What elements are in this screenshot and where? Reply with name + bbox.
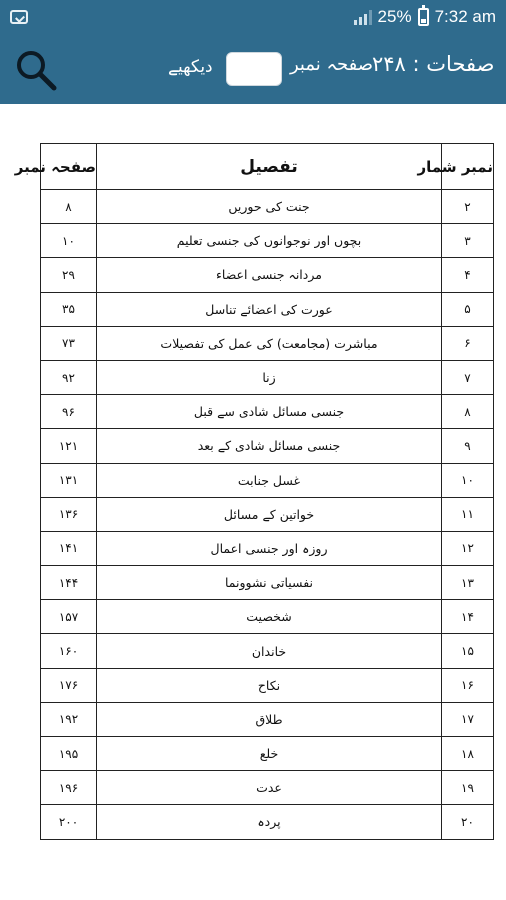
serial-cell: ۹ xyxy=(442,429,494,463)
serial-cell: ۸ xyxy=(442,395,494,429)
table-row[interactable] xyxy=(41,566,494,600)
page-number-cell: ۹۲ xyxy=(41,360,97,394)
clock: 7:32 am xyxy=(434,7,496,26)
table-row[interactable] xyxy=(41,771,494,805)
page-number-cell: ۲۰۰ xyxy=(41,805,97,839)
detail-cell: جنسی مسائل شادی کے بعد xyxy=(97,429,442,463)
table-of-contents xyxy=(14,143,494,840)
page-number-cell: ۱۳۱ xyxy=(41,463,97,497)
page-number-cell: ۱۶۰ xyxy=(41,634,97,668)
serial-cell: ۱۹ xyxy=(442,771,494,805)
total-pages-label: صفحات : ۲۴۸ xyxy=(372,52,495,76)
detail-cell: نفسیاتی نشوونما xyxy=(97,566,442,600)
status-bar xyxy=(0,0,506,34)
page-column-header: صفحہ نمبر xyxy=(41,144,97,190)
detail-cell: مردانہ جنسی اعضاء xyxy=(97,258,442,292)
detail-cell: جنسی مسائل شادی سے قبل xyxy=(97,395,442,429)
app-bar xyxy=(0,34,506,104)
serial-cell: ۱۲ xyxy=(442,531,494,565)
table-row[interactable] xyxy=(41,600,494,634)
serial-column-header: نمبر شمار xyxy=(442,144,494,190)
go-to-page-button[interactable]: دیکھیے xyxy=(168,57,213,77)
detail-cell: خاندان xyxy=(97,634,442,668)
table-header-row xyxy=(41,144,494,190)
page-number-input[interactable] xyxy=(226,52,282,86)
serial-cell: ۱۰ xyxy=(442,463,494,497)
battery-icon xyxy=(418,8,429,26)
page-number-cell: ۹۶ xyxy=(41,395,97,429)
detail-cell: عورت کی اعضائے تناسل xyxy=(97,292,442,326)
table-row[interactable] xyxy=(41,224,494,258)
table-row[interactable] xyxy=(41,702,494,736)
serial-cell: ۲ xyxy=(442,190,494,224)
table-row[interactable] xyxy=(41,395,494,429)
detail-cell: عدت xyxy=(97,771,442,805)
search-icon xyxy=(14,48,58,92)
serial-cell: ۱۸ xyxy=(442,737,494,771)
table-row[interactable] xyxy=(41,668,494,702)
serial-cell: ۱۱ xyxy=(442,497,494,531)
detail-cell: پردہ xyxy=(97,805,442,839)
page-number-cell: ۱۲۱ xyxy=(41,429,97,463)
table-row[interactable] xyxy=(41,429,494,463)
detail-cell: شخصیت xyxy=(97,600,442,634)
page-number-cell: ۲۹ xyxy=(41,258,97,292)
serial-cell: ۱۵ xyxy=(442,634,494,668)
detail-cell: غسل جنابت xyxy=(97,463,442,497)
page-number-cell: ۸ xyxy=(41,190,97,224)
detail-cell: خلع xyxy=(97,737,442,771)
serial-cell: ۴ xyxy=(442,258,494,292)
detail-cell: زنا xyxy=(97,360,442,394)
page-number-cell: ۱۹۵ xyxy=(41,737,97,771)
page-number-cell: ۱۹۲ xyxy=(41,702,97,736)
table-row[interactable] xyxy=(41,531,494,565)
serial-cell: ۱۴ xyxy=(442,600,494,634)
detail-cell: روزہ اور جنسی اعمال xyxy=(97,531,442,565)
serial-cell: ۵ xyxy=(442,292,494,326)
table-row[interactable] xyxy=(41,497,494,531)
battery-percent: 25% xyxy=(377,7,412,26)
serial-cell: ۶ xyxy=(442,326,494,360)
page-number-cell: ۳۵ xyxy=(41,292,97,326)
table-row[interactable] xyxy=(41,326,494,360)
serial-cell: ۱۷ xyxy=(442,702,494,736)
page-number-cell: ۱۷۶ xyxy=(41,668,97,702)
detail-cell: جنت کی حوریں xyxy=(97,190,442,224)
search-button[interactable] xyxy=(14,48,58,92)
serial-cell: ۷ xyxy=(442,360,494,394)
table-row[interactable] xyxy=(41,634,494,668)
table-row[interactable] xyxy=(41,360,494,394)
page-number-cell: ۱۳۶ xyxy=(41,497,97,531)
serial-cell: ۱۶ xyxy=(442,668,494,702)
page-number-label: صفحہ نمبر xyxy=(290,54,374,75)
signal-icon xyxy=(354,9,372,25)
table-row[interactable] xyxy=(41,737,494,771)
table-body xyxy=(41,190,494,840)
serial-cell: ۱۳ xyxy=(442,566,494,600)
serial-cell: ۳ xyxy=(442,224,494,258)
page-number-cell: ۱۴۱ xyxy=(41,531,97,565)
page-number-cell: ۱۹۶ xyxy=(41,771,97,805)
status-bar-right xyxy=(354,7,496,27)
notification-icon xyxy=(10,10,28,24)
detail-cell: مباشرت (مجامعت) کی عمل کی تفصیلات xyxy=(97,326,442,360)
detail-cell: بچوں اور نوجوانوں کی جنسی تعلیم xyxy=(97,224,442,258)
serial-cell: ۲۰ xyxy=(442,805,494,839)
table-row[interactable] xyxy=(41,463,494,497)
page-number-cell: ۷۳ xyxy=(41,326,97,360)
table-row[interactable] xyxy=(41,258,494,292)
detail-cell: خواتین کے مسائل xyxy=(97,497,442,531)
table-row[interactable] xyxy=(41,292,494,326)
table-row[interactable] xyxy=(41,805,494,839)
page-number-cell: ۱۴۴ xyxy=(41,566,97,600)
table-row[interactable] xyxy=(41,190,494,224)
detail-cell: نکاح xyxy=(97,668,442,702)
page-number-cell: ۱۰ xyxy=(41,224,97,258)
detail-cell: طلاق xyxy=(97,702,442,736)
page-number-cell: ۱۵۷ xyxy=(41,600,97,634)
status-bar-left xyxy=(10,10,28,24)
detail-column-header: تفصیل xyxy=(97,144,442,190)
